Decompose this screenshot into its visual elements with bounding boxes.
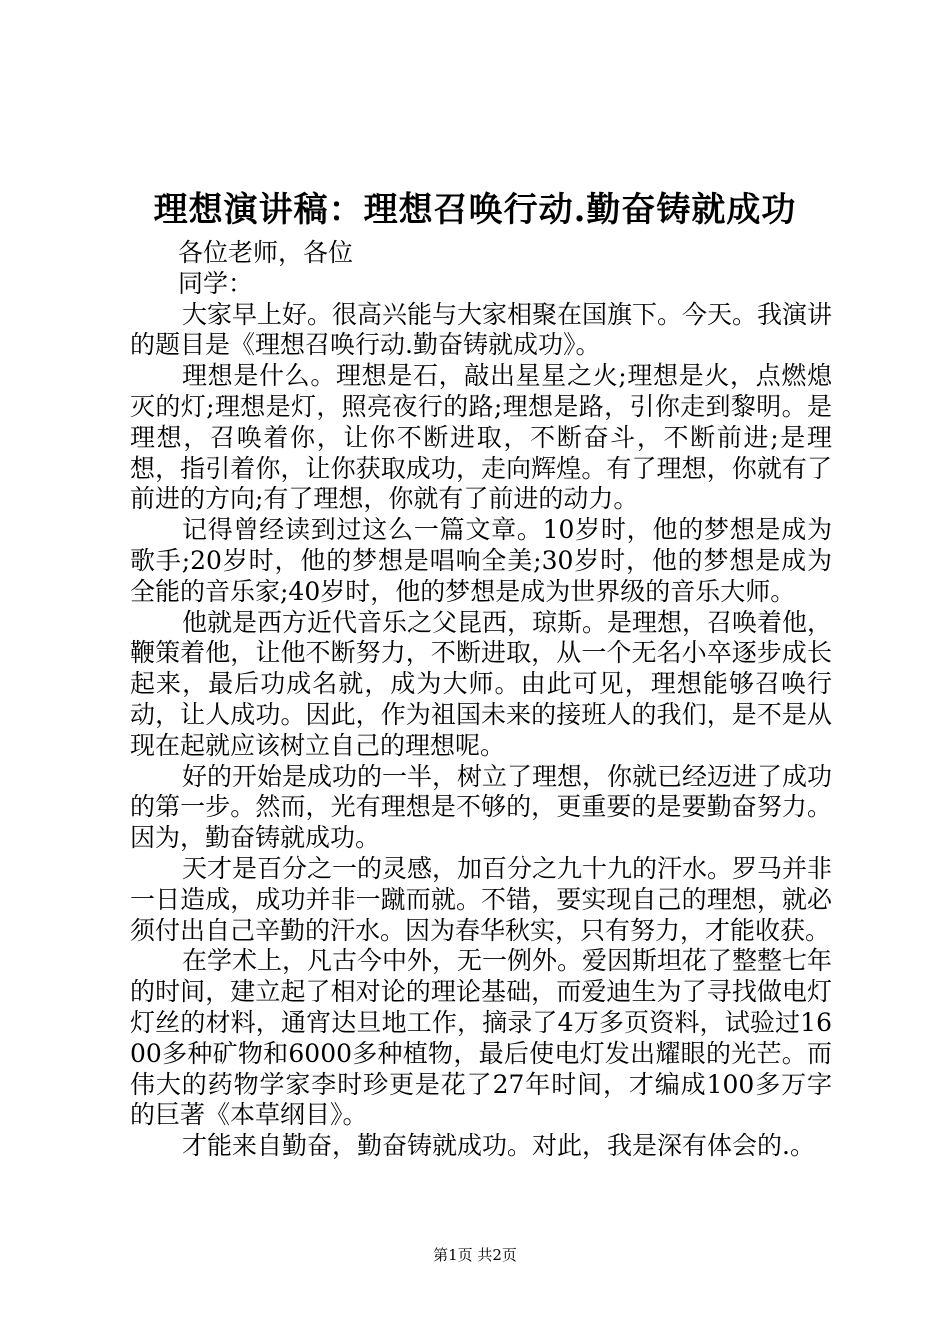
salutation-line: 同学： — [178, 268, 254, 298]
paragraph: 天才是百分之一的灵感，加百分之九十九的汗水。罗马并非一日造成，成功并非一蹴而就。不错，要实现自己的理想，就必须付出自己辛勤的汗水。因为春华秋实，只有努力，才能收获。 — [130, 853, 833, 945]
page-title: 理想演讲稿：理想召唤行动.勤奋铸就成功 — [153, 190, 797, 230]
paragraph: 才能来自勤奋，勤奋铸就成功。对此，我是深有体会的.。 — [182, 1131, 815, 1161]
paragraph: 他就是西方近代音乐之父昆西，琼斯。是理想，召唤着他，鞭策着他，让他不断努力，不断进取，从一个无名小卒逐步成长起来，最后功成名就，成为大师。由此可见，理想能够召唤行动，让人成功。因此，作为祖国未来的接班人的我们，是不是从现在起就应该树立自己的理想呢。 — [130, 607, 833, 760]
paragraph: 大家早上好。很高兴能与大家相聚在国旗下。今天。我演讲的题目是《理想召唤行动.勤奋铸就成功》。 — [130, 299, 833, 360]
paragraph: 理想是什么。理想是石，敲出星星之火;理想是火，点燃熄灭的灯;理想是灯，照亮夜行的路;理想是路，引你走到黎明。是理想，召唤着你，让你不断进取，不断奋斗，不断前进;是理想，指引着你，让你获取成功，走向辉煌。有了理想，你就有了前进的方向;有了理想，你就有了前进的动力。 — [130, 361, 832, 514]
paragraph: 好的开始是成功的一半，树立了理想，你就已经迈进了成功的第一步。然而，光有理想是不够的，更重要的是要勤奋努力。因为，勤奋铸就成功。 — [130, 761, 833, 853]
paragraph: 在学术上，凡古今中外，无一例外。爱因斯坦花了整整七年的时间，建立起了相对论的理论基础，而爱迪生为了寻找做电灯灯丝的材料，通宵达旦地工作，摘录了4万多页资料，试验过1600多种矿物和6000多种植物，最后使电灯发出耀眼的光芒。而伟大的药物学家李时珍更是花了27年时间，才编成100多万字的巨著《本草纲目》。 — [130, 946, 833, 1130]
salutation-line: 各位老师，各位 — [178, 238, 354, 267]
document-body — [130, 238, 832, 1162]
page-footer: 第1页 共2页 — [433, 1246, 517, 1264]
paragraph: 记得曾经读到过这么一篇文章。10岁时，他的梦想是成为歌手;20岁时，他的梦想是唱响全美;30岁时，他的梦想是成为全能的音乐家;40岁时，他的梦想是成为世界级的音乐大师。 — [130, 515, 832, 606]
